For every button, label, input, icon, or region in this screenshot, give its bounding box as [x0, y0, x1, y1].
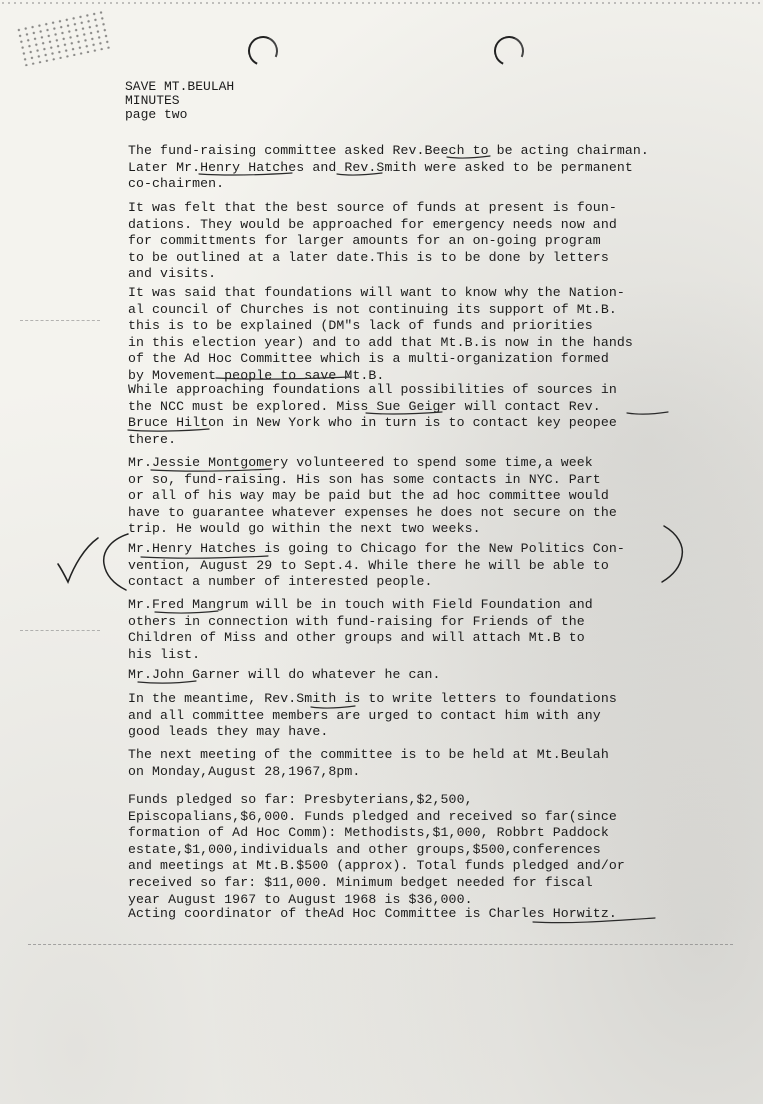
text-line: vention, August 29 to Sept.4. While there he will be able to [128, 557, 609, 573]
text-line: and visits. [128, 266, 217, 282]
text-line: to be outlined at a later date.This is to be done by letters [128, 249, 609, 265]
text-line: received so far: $11,000. Minimum bedget needed for fiscal [128, 874, 593, 890]
text-line: Mr.Henry Hatches is going to Chicago for the New Politics Con- [128, 541, 625, 556]
scan-fold-line [28, 944, 733, 946]
text-line: Funds pledged so far: Presbyterians,$2,500, [128, 792, 473, 807]
text-line: and meetings at Mt.B.$500 (approx). Total funds pledged and/or [128, 858, 625, 874]
text-line: in this election year) and to add that Mt.B.is now in the hands [128, 334, 633, 350]
text-line: trip. He would go within the next two weeks. [128, 521, 481, 537]
text-line: good leads they may have. [128, 724, 329, 740]
text-line: Acting coordinator of theAd Hoc Committee is Charles Horwitz. [128, 906, 617, 921]
text-line: or so, fund-raising. His son has some contacts in NYC. Part [128, 471, 601, 487]
text-line: have to guarantee whatever expenses he does not secure on the [128, 504, 617, 520]
text-line: on Monday,August 28,1967,8pm. [128, 763, 361, 779]
text-line: there. [128, 431, 177, 447]
text-line: al council of Churches is not continuing its support of Mt.B. [128, 301, 617, 317]
text-line: Mr.Jessie Montgomery volunteered to spend some time,a week [128, 455, 593, 470]
text-line: and all committee members are urged to contact him with any [128, 707, 601, 723]
text-line: by Movement people to save Mt.B. [128, 367, 385, 383]
page-number: page two [125, 107, 188, 122]
text-line: dations. They would be approached for emergency needs now and [128, 216, 617, 232]
text-line: It was felt that the best source of funds at present is foun- [128, 200, 617, 215]
text-line: While approaching foundations all possibilities of sources in [128, 382, 617, 397]
text-line: of the Ad Hoc Committee which is a multi-organization formed [128, 351, 609, 367]
text-line: Episcopalians,$6,000. Funds pledged and received so far(since [128, 808, 617, 824]
text-line: Later Mr.Henry Hatches and Rev.Smith were asked to be permanent [128, 159, 633, 175]
text-line: this is to be explained (DM"s lack of funds and priorities [128, 318, 593, 334]
text-line: formation of Ad Hoc Comm): Methodists,$1,000, Robbrt Paddock [128, 825, 609, 841]
text-line: contact a number of interested people. [128, 574, 433, 590]
text-line: The fund-raising committee asked Rev.Beech to be acting chairman. [128, 143, 649, 158]
text-line: Bruce Hilton in New York who in turn is to contact key peopee [128, 415, 617, 431]
text-line: Mr.John Garner will do whatever he can. [128, 667, 441, 682]
text-line: his list. [128, 646, 201, 662]
text-line: or all of his way may be paid but the ad hoc committee would [128, 488, 609, 504]
document-title: SAVE MT.BEULAH [125, 79, 235, 94]
text-line: for committments for larger amounts for an on-going program [128, 233, 601, 249]
text-line: Children of Miss and other groups and will attach Mt.B to [128, 630, 585, 646]
text-line: estate,$1,000,individuals and other groups,$500,conferences [128, 841, 601, 857]
margin-scan-mark [20, 320, 100, 322]
text-line: co-chairmen. [128, 176, 225, 192]
text-line: others in connection with fund-raising for Friends of the [128, 613, 585, 629]
text-line: Mr.Fred Mangrum will be in touch with Field Foundation and [128, 597, 593, 612]
text-line: It was said that foundations will want to know why the Nation- [128, 285, 625, 300]
margin-scan-mark [20, 630, 100, 632]
text-line: year August 1967 to August 1968 is $36,000. [128, 891, 473, 907]
text-line: The next meeting of the committee is to be held at Mt.Beulah [128, 747, 609, 762]
document-subtitle: MINUTES [125, 93, 180, 108]
text-line: the NCC must be explored. Miss Sue Geiger will contact Rev. [128, 398, 601, 414]
text-line: In the meantime, Rev.Smith is to write letters to foundations [128, 691, 617, 706]
